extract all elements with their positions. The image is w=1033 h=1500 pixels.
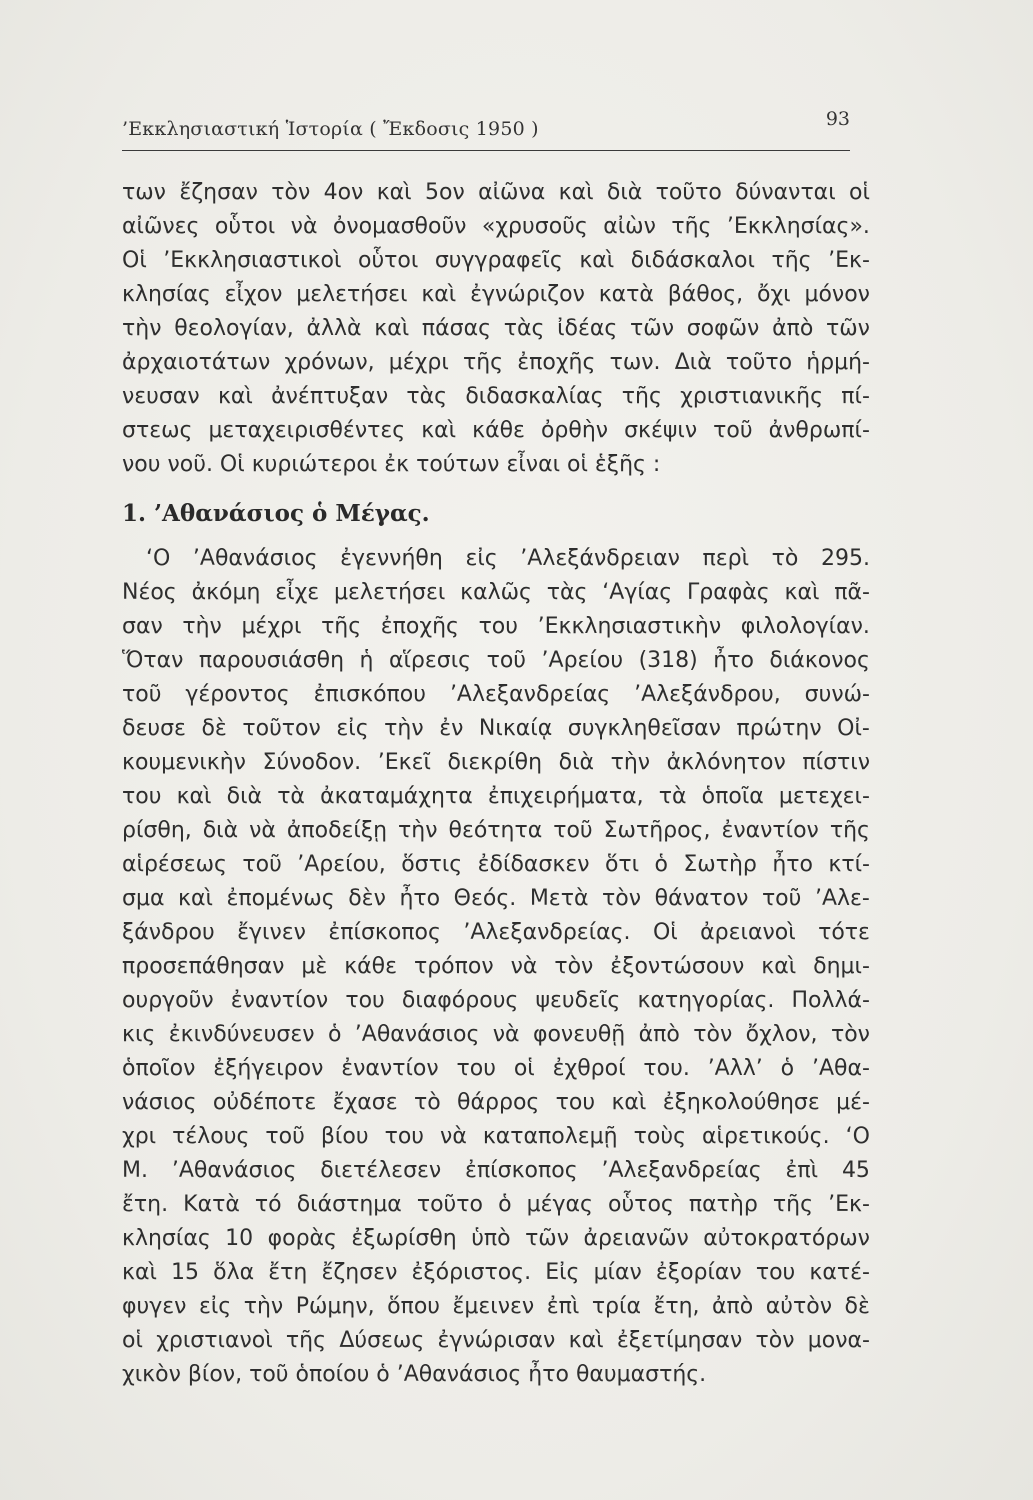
running-title: ’Εκκλησιαστική Ἱστορία ( Ἔκδοσις 1950 ) <box>122 118 539 140</box>
body-text <box>122 176 870 1392</box>
text-line: ξάνδρου ἔγινεν ἐπίσκοπος ’Αλεξανδρείας. Οἱ ἀρειανοὶ τότε <box>122 920 870 945</box>
text-line: κλησίας 10 φορὰς ἐξωρίσθη ὑπὸ τῶν ἀρειανῶν αὐτοκρατόρων <box>122 1226 870 1251</box>
text-line: Μ. ’Αθανάσιος διετέλεσεν ἐπίσκοπος ’Αλεξανδρείας ἐπὶ 45 <box>122 1158 870 1183</box>
text-line: των ἔζησαν τὸν 4ον καὶ 5ον αἰῶνα καὶ διὰ τοῦτο δύνανται οἱ <box>122 180 870 205</box>
text-line: Νέος ἀκόμη εἶχε μελετήσει καλῶς τὰς ‘Αγίας Γραφὰς καὶ πᾶ- <box>122 580 870 605</box>
text-line: προσεπάθησαν μὲ κάθε τρόπον νὰ τὸν ἐξοντώσουν καὶ δημι- <box>122 954 870 979</box>
text-line: νου νοῦ. Οἱ κυριώτεροι ἐκ τούτων εἶναι οἱ ἑξῆς : <box>122 452 661 477</box>
text-line: Ὅταν παρουσιάσθη ἡ αἵρεσις τοῦ ’Αρείου (318) ἦτο διάκονος <box>122 648 870 673</box>
text-line: νευσαν καὶ ἀνέπτυξαν τὰς διδασκαλίας τῆς χριστιανικῆς πί- <box>122 384 870 409</box>
text-line: τὴν θεολογίαν, ἀλλὰ καὶ πάσας τὰς ἰδέας τῶν σοφῶν ἀπὸ τῶν <box>122 316 870 341</box>
text-line: οἱ χριστιανοὶ τῆς Δύσεως ἐγνώρισαν καὶ ἐξετίμησαν τὸν μονα- <box>122 1328 870 1353</box>
text-line: φυγεν εἰς τὴν Ρώμην, ὅπου ἔμεινεν ἐπὶ τρία ἔτη, ἀπὸ αὐτὸν δὲ <box>122 1294 870 1319</box>
text-line: ρίσθη, διὰ νὰ ἀποδείξῃ τὴν θεότητα τοῦ Σωτῆρος, ἐναντίον τῆς <box>122 818 870 843</box>
text-line: δευσε δὲ τοῦτον εἰς τὴν ἐν Νικαίᾳ συγκληθεῖσαν πρώτην Οἰ- <box>122 716 870 741</box>
text-line: του καὶ διὰ τὰ ἀκαταμάχητα ἐπιχειρήματα, τὰ ὁποῖα μετεχει- <box>122 784 870 809</box>
text-line: αἱρέσεως τοῦ ’Αρείου, ὅστις ἐδίδασκεν ὅτι ὁ Σωτὴρ ἦτο κτί- <box>122 852 870 877</box>
text-line: κουμενικὴν Σύνοδον. ’Εκεῖ διεκρίθη διὰ τὴν ἀκλόνητον πίστιν <box>122 750 870 775</box>
section-paragraph <box>122 542 870 1392</box>
text-line: Οἱ ’Εκκλησιαστικοὶ οὗτοι συγγραφεῖς καὶ διδάσκαλοι τῆς ’Εκ- <box>122 248 870 273</box>
text-line: χικὸν βίον, τοῦ ὁποίου ὁ ’Αθανάσιος ἦτο θαυμαστής. <box>122 1362 707 1387</box>
text-line: τοῦ γέροντος ἐπισκόπου ’Αλεξανδρείας ’Αλεξάνδρου, συνώ- <box>122 682 870 707</box>
text-line: ἔτη. Κατὰ τό διάστημα τοῦτο ὁ μέγας οὗτος πατὴρ τῆς ’Εκ- <box>122 1192 870 1217</box>
text-line: ὁποῖον ἐξήγειρον ἐναντίον του οἱ ἐχθροί του. ’Αλλ’ ὁ ’Αθα- <box>122 1056 870 1081</box>
text-line: χρι τέλους τοῦ βίου του νὰ καταπολεμῇ τοὺς αἱρετικούς. ‘Ο <box>122 1124 870 1149</box>
section-heading: 1. ’Αθανάσιος ὁ Μέγας. <box>122 500 430 527</box>
page-number: 93 <box>825 108 850 130</box>
text-line: καὶ 15 ὅλα ἔτη ἔζησεν ἐξόριστος. Εἰς μίαν ἐξορίαν του κατέ- <box>122 1260 870 1285</box>
text-line: κλησίας εἶχον μελετήσει καὶ ἐγνώριζον κατὰ βάθος, ὄχι μόνον <box>122 282 870 307</box>
text-line: στεως μεταχειρισθέντες καὶ κάθε ὀρθὴν σκέψιν τοῦ ἀνθρωπί- <box>122 418 870 443</box>
text-line: ‘Ο ’Αθανάσιος ἐγεννήθη εἰς ’Αλεξάνδρειαν περὶ τὸ 295. <box>146 546 870 571</box>
text-line: σαν τὴν μέχρι τῆς ἐποχῆς του ’Εκκλησιαστικὴν φιλολογίαν. <box>122 614 870 639</box>
running-header <box>122 108 850 151</box>
text-line: νάσιος οὐδέποτε ἔχασε τὸ θάρρος του καὶ ἐξηκολούθησε μέ- <box>122 1090 870 1115</box>
intro-paragraph <box>122 176 870 482</box>
text-line: ἀρχαιοτάτων χρόνων, μέχρι τῆς ἐποχῆς των. Διὰ τοῦτο ἡρμή- <box>122 350 870 375</box>
text-line: ουργοῦν ἐναντίον του διαφόρους ψευδεῖς κατηγορίας. Πολλά- <box>122 988 870 1013</box>
text-line: κις ἐκινδύνευσεν ὁ ’Αθανάσιος νὰ φονευθῇ ἀπὸ τὸν ὄχλον, τὸν <box>122 1022 870 1047</box>
text-line: σμα καὶ ἐπομένως δὲν ἦτο Θεός. Μετὰ τὸν θάνατον τοῦ ’Αλε- <box>122 886 870 911</box>
text-line: αἰῶνες οὗτοι νὰ ὀνομασθοῦν «χρυσοῦς αἰὼν τῆς ’Εκκλησίας». <box>122 214 870 239</box>
